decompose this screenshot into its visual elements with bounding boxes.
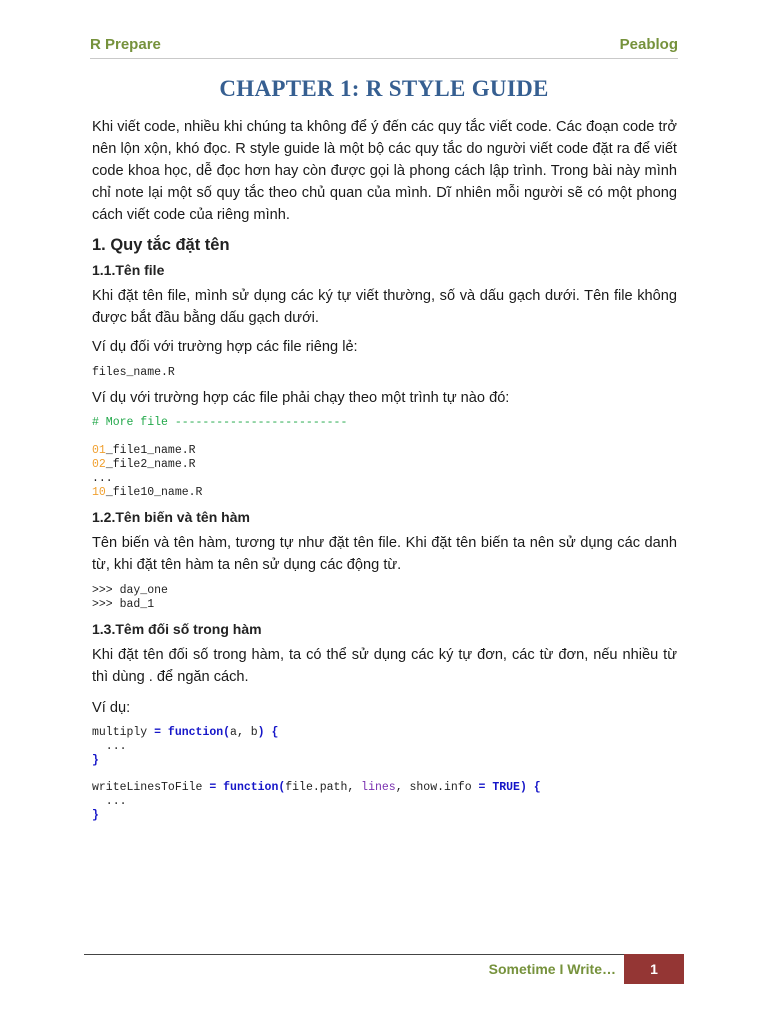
paragraph-example-label: Ví dụ: xyxy=(92,700,131,716)
header-left: R Prepare xyxy=(90,36,161,53)
paragraph-argument-rules: Khi đặt tên đối số trong hàm, ta có thể sử dụng các ký tự đơn, các từ đơn, nếu nhiều từ thì dùng . để ngăn cách. xyxy=(92,647,677,685)
page-header xyxy=(90,34,678,59)
subsection-heading-file: 1.1.Tên file xyxy=(92,262,165,278)
chapter-title: CHAPTER 1: R STYLE GUIDE xyxy=(219,76,549,101)
code-block-writelines: writeLinesToFile = function(file.path, lines, show.info = TRUE) { ... } xyxy=(92,781,541,822)
section-heading: 1. Quy tắc đặt tên xyxy=(92,236,230,254)
subsection-heading-arguments: 1.3.Têm đối số trong hàm xyxy=(92,621,262,637)
paragraph-variable-rules: Tên biến và tên hàm, tương tự như đặt tên file. Khi đặt tên biến ta nên sử dụng các danh từ, khi đặt tên hàm ta nên sử dụng các động từ. xyxy=(92,535,677,573)
page-number: 1 xyxy=(624,954,684,984)
code-block-sequence xyxy=(92,416,347,500)
code-line: 02_file2_name.R xyxy=(92,458,196,471)
code-block-multiply: multiply = function(a, b) { ... } xyxy=(92,726,279,767)
code-comment: # More file ------------------------- xyxy=(92,416,348,429)
paragraph-example-single: Ví dụ đối với trường hợp các file riêng lẻ: xyxy=(92,339,358,355)
code-line: 01_file1_name.R xyxy=(92,444,196,457)
footer-divider xyxy=(84,954,684,955)
paragraph-example-sequence: Ví dụ với trường hợp các file phải chạy theo một trình tự nào đó: xyxy=(92,390,510,406)
code-block-variables: >>> day_one >>> bad_1 xyxy=(92,584,168,611)
subsection-heading-variables: 1.2.Tên biến và tên hàm xyxy=(92,509,250,525)
footer-text: Sometime I Write… xyxy=(488,961,616,977)
code-line: ... xyxy=(92,472,113,485)
intro-paragraph: Khi viết code, nhiều khi chúng ta không để ý đến các quy tắc viết code. Các đoạn code trở nên lộn xộn, khó đọc. R style guide là một bộ các quy tắc do người viết code đặt ra để viết code khoa học, dễ đọc hơn hay còn được gọi là phong cách lập trình. Trong bài này mình chỉ note lại một số quy tắc theo chủ quan của mình. Dĩ nhiên mỗi người sẽ có một phong cách viết code của riêng mình. xyxy=(92,119,677,223)
code-line: 10_file10_name.R xyxy=(92,486,203,499)
code-files-name: files_name.R xyxy=(92,366,175,379)
paragraph-file-rules: Khi đặt tên file, mình sử dụng các ký tự viết thường, số và dấu gạch dưới. Tên file không được bắt đầu bằng dấu gạch dưới. xyxy=(92,288,677,326)
header-right: Peablog xyxy=(619,36,678,53)
